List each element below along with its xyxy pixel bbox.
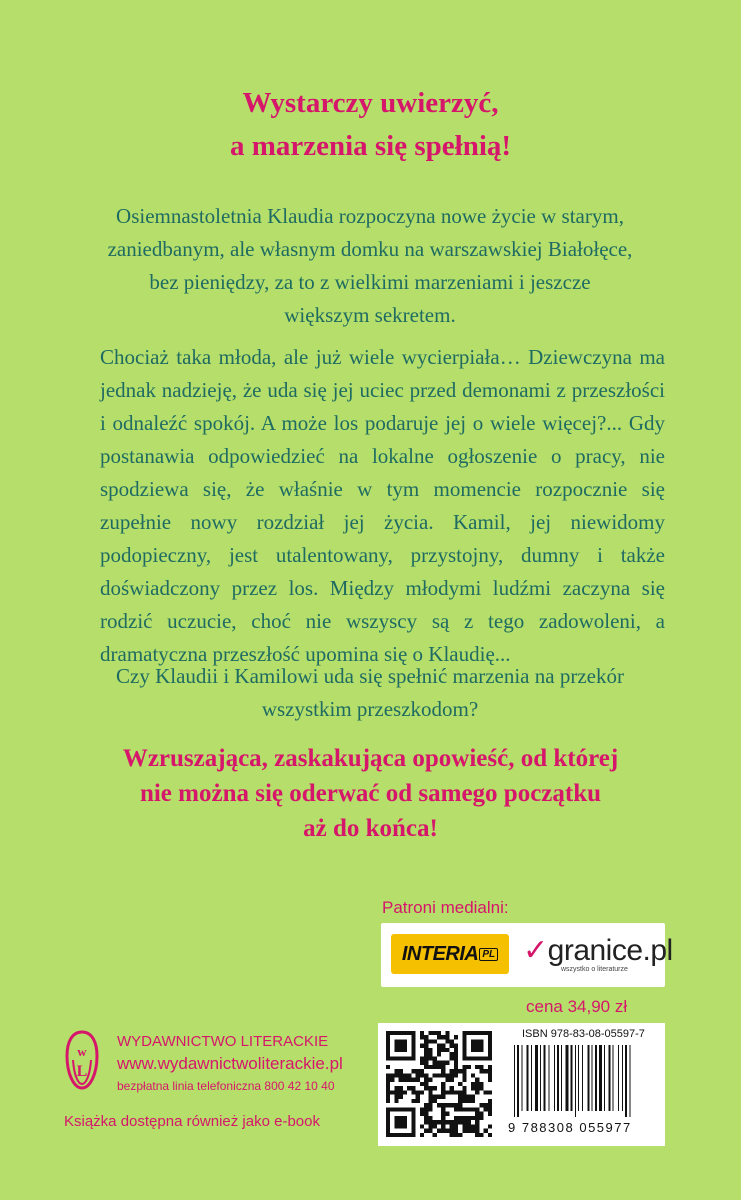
blurb-question: [80, 660, 660, 726]
media-patrons-box: [381, 923, 673, 987]
barcode-number: 9 788308 055977: [508, 1120, 632, 1135]
paragraph-line: wszystkim przeszkodom?: [261, 697, 479, 721]
interia-logo-icon: [391, 934, 509, 974]
tagline: [0, 741, 741, 846]
headline: [0, 82, 741, 168]
paragraph-line: Czy Klaudii i Kamilowi uda się spełnić marzenia na przekór: [116, 664, 624, 688]
barcode-icon: [512, 1045, 658, 1117]
qr-code-icon: [386, 1031, 492, 1137]
svg-text:w: w: [77, 1044, 87, 1059]
publisher-name: WYDAWNICTWO LITERACKIE: [117, 1033, 329, 1050]
tagline-line-1: Wzruszająca, zaskakująca opowieść, od której: [122, 745, 619, 772]
headline-line-2: a marzenia się spełnią!: [229, 130, 512, 162]
isbn: ISBN 978-83-08-05597-7: [522, 1028, 645, 1040]
blurb-paragraph-1: [80, 200, 660, 332]
granice-logo-text: granice.pl: [547, 934, 673, 967]
granice-subtitle: wszystko o literaturze: [561, 966, 628, 973]
publisher-url[interactable]: www.wydawnictwoliterackie.pl: [117, 1054, 343, 1073]
granice-logo-icon: [523, 933, 673, 968]
paragraph-line: zaniedbanym, ale własnym domku na warszawskiej Białołęce,: [107, 237, 633, 261]
wl-logo-icon: [64, 1030, 100, 1092]
tagline-line-3: aż do końca!: [303, 815, 438, 842]
interia-logo-text: INTERIA: [401, 942, 479, 965]
paragraph-line: większym sekretem.: [284, 303, 456, 327]
svg-text:L: L: [76, 1063, 88, 1080]
interia-logo-pl: PL: [479, 948, 498, 961]
media-patrons-label: Patroni medialni:: [382, 898, 509, 917]
granice-mark-icon: ✓: [523, 934, 548, 967]
ebook-note: Książka dostępna również jako e-book: [64, 1113, 320, 1130]
paragraph-line: Osiemnastoletnia Klaudia rozpoczyna nowe życie w starym,: [116, 204, 624, 228]
blurb-paragraph-2: Chociaż taka młoda, ale już wiele wycierpiała… Dziewczyna ma jednak nadzieję, że uda się jej uciec przed demonami z przeszłości i odnaleźć spokój. A może los podaruje jej o wiele więcej?... Gdy postanawia odpowiedzieć na lokalne ogłoszenie o pracy, nie spodziewa się, że właśnie w tym momencie rozpocznie się zupełnie nowy rozdział jej życia. Kamil, jej niewidomy podopieczny, jest utalentowany, przystojny, dumny i także doświadczony przez los. Między młodymi ludźmi zaczyna się rodzić uczucie, choć nie wszyscy są z tego zadowoleni, a dramatyczna przeszłość upomina się o Klaudię...: [100, 345, 665, 666]
barcode-panel: [378, 1023, 665, 1146]
tagline-line-2: nie można się oderwać od samego początku: [139, 780, 602, 807]
publisher-phone: bezpłatna linia telefoniczna 800 42 10 40: [117, 1079, 335, 1093]
headline-line-1: Wystarczy uwierzyć,: [242, 87, 499, 119]
price: cena 34,90 zł: [526, 997, 628, 1016]
paragraph-line: bez pieniędzy, za to z wielkimi marzeniami i jeszcze: [149, 270, 591, 294]
